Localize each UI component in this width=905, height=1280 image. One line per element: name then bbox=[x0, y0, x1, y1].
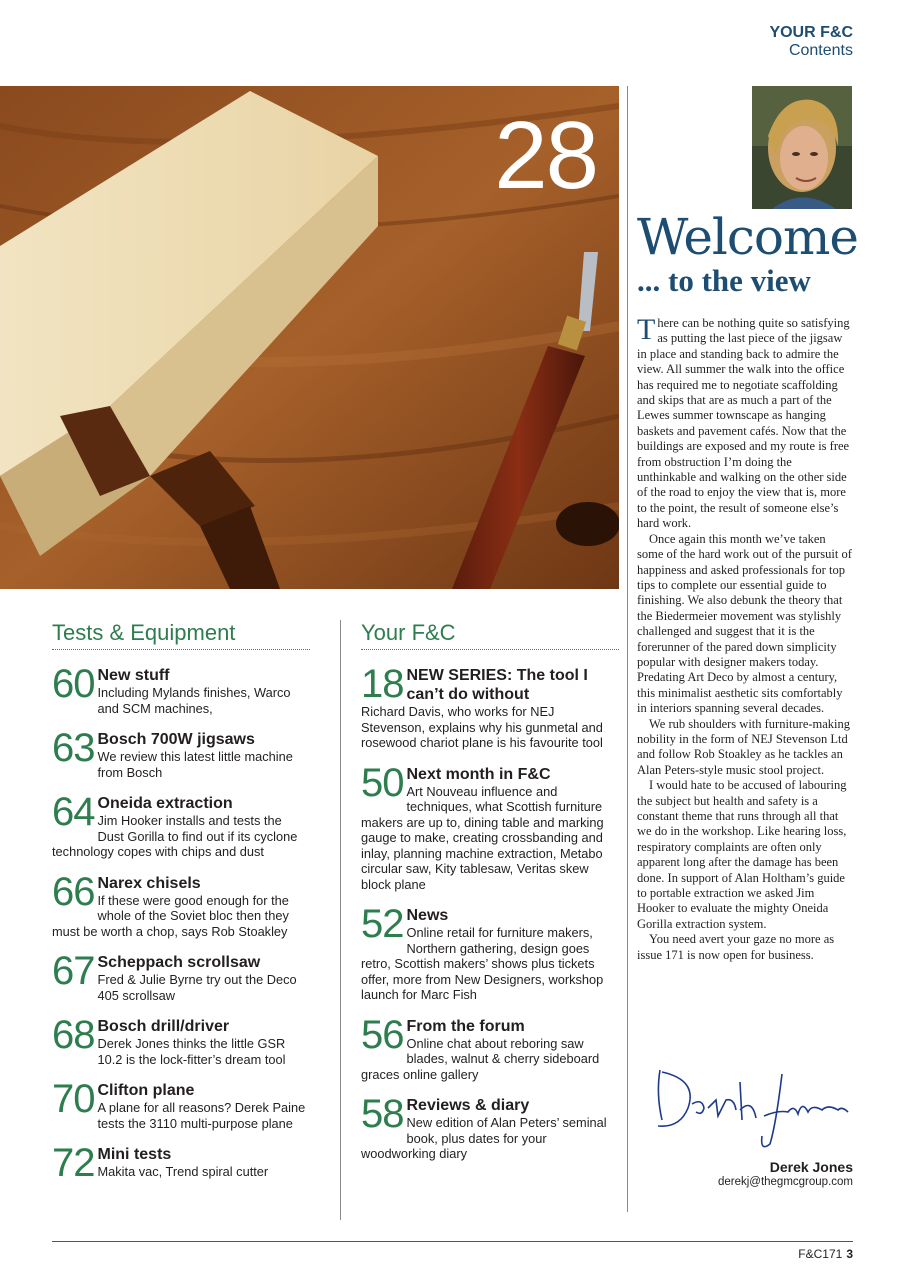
editorial-paragraph: There can be nothing quite so satisfying as putting the last piece of the jigsaw in place and standing back to admire the view. All summer the walk into the office has required me to negotiate scaffolding and skips that are as much a part of the Lewes summer townscape as hanging baskets and pavement cafés. Now that the buildings are exposed and my route is free from obstruction I’m doing the unthinkable and walking on the other side of the road to enjoy the view that is, more to the point, the result of someone else’s hard work. bbox=[637, 313, 850, 531]
entry-description: We review this latest little machine from Bosch bbox=[97, 749, 293, 780]
page-header bbox=[769, 24, 853, 60]
contents-entry[interactable] bbox=[52, 1077, 310, 1131]
your-fc-section bbox=[361, 620, 619, 1176]
subsection-label: Contents bbox=[788, 42, 853, 59]
portrait-image bbox=[752, 86, 852, 209]
welcome-title: Welcome bbox=[637, 208, 859, 266]
editor-portrait bbox=[752, 86, 852, 209]
entry-title: Next month in F&C bbox=[406, 765, 551, 783]
section-heading: Your F&C bbox=[361, 620, 619, 650]
entry-title: Mini tests bbox=[97, 1146, 172, 1163]
editor-email[interactable]: derekj@thegmcgroup.com bbox=[717, 1176, 853, 1188]
entry-title: Oneida extraction bbox=[97, 795, 233, 812]
welcome-heading bbox=[637, 208, 859, 298]
contents-entry[interactable] bbox=[52, 662, 310, 716]
editorial-paragraph: Once again this month we’ve taken some of the hard work out of the pursuit of happiness and asked professionals for top tips to complete our essential guide to finishing. We also debunk the theory that the Biedermeier movement was stylishly challenged and suggest that it is the forerunner of the pared down simplicity popular with designer makers today. Predating Art Deco by almost a century, this minimalist aesthetic sits comfortably in interiors spanning several decades. bbox=[637, 531, 852, 716]
tests-equipment-section bbox=[52, 620, 310, 1194]
entry-page-number: 58 bbox=[361, 1092, 404, 1136]
page-number: 3 bbox=[846, 1247, 853, 1261]
entry-description: Fred & Julie Byrne try out the Deco 405 scrollsaw bbox=[97, 972, 297, 1003]
editor-name: Derek Jones bbox=[769, 1159, 853, 1175]
column-divider bbox=[627, 86, 628, 1212]
entry-description: Makita vac, Trend spiral cutter bbox=[97, 1164, 269, 1179]
contents-entry[interactable] bbox=[52, 869, 310, 940]
contents-entry[interactable] bbox=[361, 1012, 619, 1083]
contents-entry[interactable] bbox=[52, 1141, 310, 1185]
contents-entry[interactable] bbox=[52, 726, 310, 780]
entry-page-number: 50 bbox=[361, 760, 404, 805]
entry-page-number: 18 bbox=[361, 662, 404, 706]
contents-entry[interactable] bbox=[361, 760, 619, 893]
contents-entry[interactable] bbox=[52, 1013, 310, 1067]
entry-page-number: 56 bbox=[361, 1012, 404, 1057]
featured-page-number: 28 bbox=[494, 102, 597, 209]
entry-page-number: 66 bbox=[52, 869, 95, 914]
entry-page-number: 64 bbox=[52, 790, 95, 834]
page-footer bbox=[798, 1247, 853, 1261]
entry-title: NEW SERIES: The tool I can’t do without bbox=[406, 667, 588, 703]
issue-label: F&C171 bbox=[798, 1247, 843, 1261]
drop-cap: T bbox=[637, 313, 656, 346]
entry-description: If these were good enough for the whole of the Soviet bloc then they must be worth a chop, says Rob Stoakley bbox=[52, 892, 289, 939]
entry-title: Bosch 700W jigsaws bbox=[97, 731, 255, 748]
hero-photo bbox=[0, 86, 619, 589]
contents-entry[interactable] bbox=[52, 949, 310, 1003]
entry-description: Including Mylands finishes, Warco and SCM machines, bbox=[97, 685, 291, 716]
entry-title: Scheppach scrollsaw bbox=[97, 954, 261, 971]
entry-description: Online chat about reboring saw blades, walnut & cherry sideboard graces online gallery bbox=[361, 1035, 600, 1082]
editorial-text bbox=[637, 313, 853, 963]
entry-title: Reviews & diary bbox=[406, 1097, 530, 1114]
footer-rule bbox=[52, 1241, 853, 1242]
editorial-paragraph: We rub shoulders with furniture-making nobility in the form of NEJ Stevenson Ltd and follow Rob Stoakley as he tackles an Alan Peters-style music stool project. bbox=[637, 716, 851, 777]
entry-description: Online retail for furniture makers, Northern gathering, design goes retro, Scottish makers’ shows plus tickets offer, more from New Designers, workshop launch for Marc Fish bbox=[361, 925, 604, 1002]
entry-page-number: 52 bbox=[361, 902, 404, 946]
welcome-subtitle: ... to the view bbox=[637, 263, 811, 298]
contents-entry[interactable] bbox=[361, 902, 619, 1003]
contents-entry[interactable] bbox=[361, 1092, 619, 1162]
entry-description: Derek Jones thinks the little GSR 10.2 is the lock-fitter’s dream tool bbox=[97, 1036, 286, 1067]
entry-description: Jim Hooker installs and tests the Dust Gorilla to find out if its cyclone technology copes with chips and dust bbox=[52, 813, 298, 859]
entry-page-number: 67 bbox=[52, 949, 95, 993]
entry-description: New edition of Alan Peters’ seminal book, plus dates for your woodworking diary bbox=[361, 1115, 607, 1161]
entry-page-number: 70 bbox=[52, 1077, 95, 1121]
entry-description: Richard Davis, who works for NEJ Stevenson, explains why his gunmetal and rosewood chariot plane is his favourite tool bbox=[361, 704, 603, 750]
section-heading: Tests & Equipment bbox=[52, 620, 310, 650]
entry-description: Art Nouveau influence and techniques, what Scottish furniture makers are up to, dining table and marking gauge to make, creating crossbanding and inlay, planning machine extraction, Metabo circular saw, Kity tablesaw, Veritas skew block plane bbox=[361, 783, 604, 892]
entry-title: Narex chisels bbox=[97, 874, 201, 892]
editorial-paragraph: I would hate to be accused of labouring the subject but health and safety is a constant theme that runs through all that we do in the workshop. Like hearing loss, respiratory complaints are often only apparent long after the damage has been done. In support of Alan Holtham’s guide to portable extraction we asked Jim Hooker to evaluate the mighty Oneida Gorilla extraction system. bbox=[637, 778, 847, 931]
editor-signature bbox=[652, 1064, 852, 1154]
entry-page-number: 63 bbox=[52, 726, 95, 770]
entry-title: New stuff bbox=[97, 667, 170, 684]
entry-title: From the forum bbox=[406, 1017, 525, 1035]
entry-title: News bbox=[406, 907, 449, 924]
entry-page-number: 60 bbox=[52, 662, 95, 706]
entry-page-number: 72 bbox=[52, 1141, 95, 1185]
entry-page-number: 68 bbox=[52, 1013, 95, 1057]
entry-title: Clifton plane bbox=[97, 1082, 195, 1099]
column-divider bbox=[340, 620, 341, 1220]
entry-description: A plane for all reasons? Derek Paine tests the 3110 multi-purpose plane bbox=[97, 1100, 306, 1131]
editorial-paragraph: You need avert your gaze no more as issue 171 is now open for business. bbox=[637, 932, 835, 962]
section-label: YOUR F&C bbox=[769, 24, 853, 41]
entry-title: Bosch drill/driver bbox=[97, 1018, 230, 1035]
contents-entry[interactable] bbox=[361, 662, 619, 751]
contents-entry[interactable] bbox=[52, 790, 310, 860]
